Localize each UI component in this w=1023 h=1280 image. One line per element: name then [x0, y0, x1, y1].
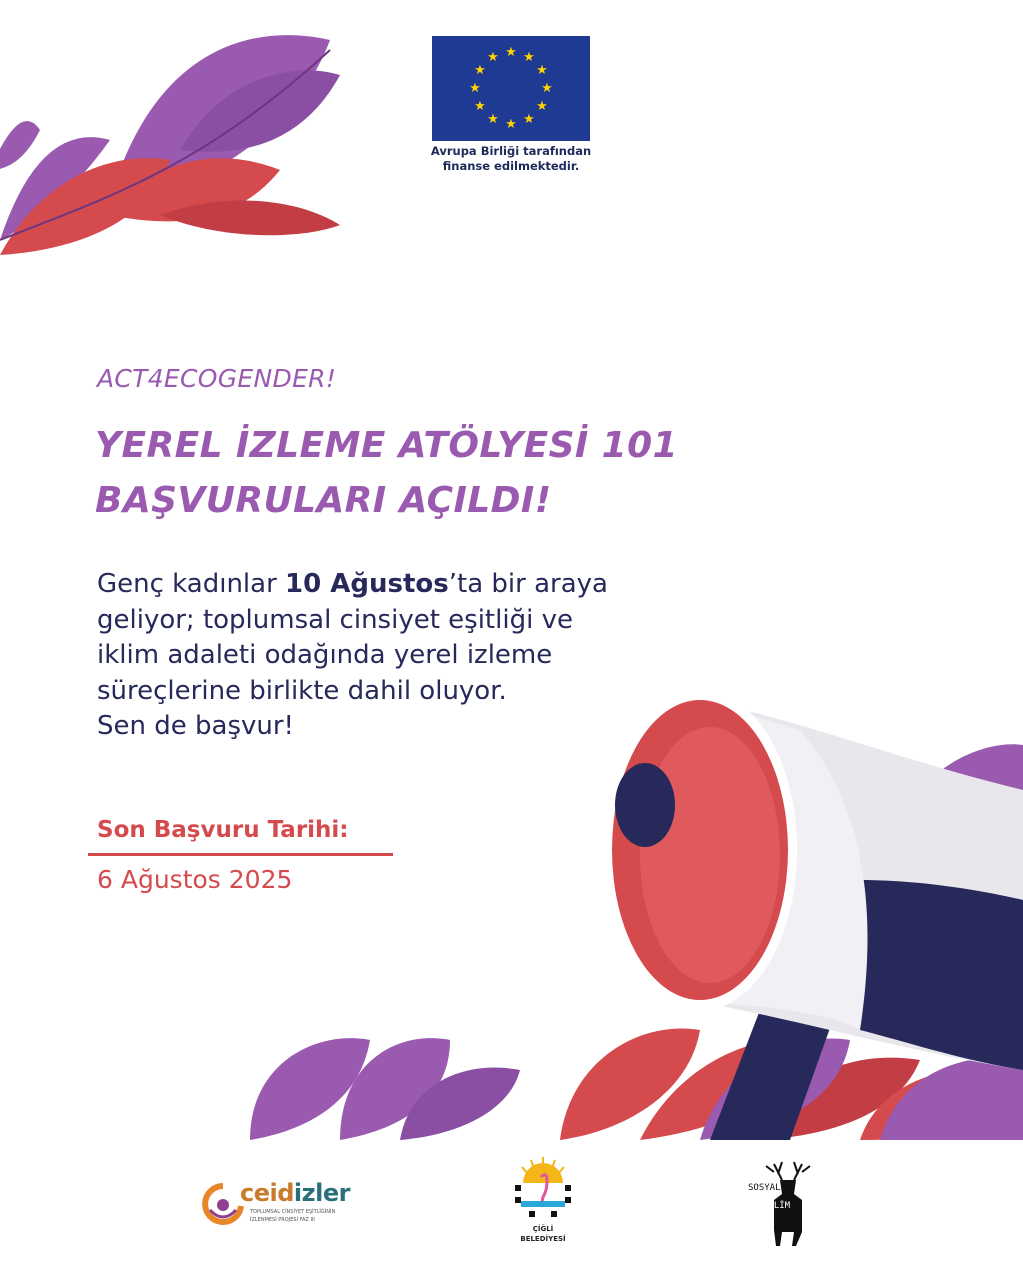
body-line5: Sen de başvur!	[97, 711, 294, 741]
eu-caption	[420, 144, 602, 174]
page-title	[95, 418, 678, 528]
eu-caption-line2: finanse edilmektedir.	[442, 159, 580, 173]
ceidizler-subtitle	[250, 1208, 340, 1224]
ceidizler-wordmark-part1: ceid	[240, 1179, 294, 1207]
svg-text:★: ★	[487, 50, 499, 65]
body-line1-end: ’ta bir araya	[448, 569, 608, 599]
sosyal-line2: İKLİM	[763, 1201, 791, 1211]
svg-text:★: ★	[541, 81, 553, 96]
cigli-belediyesi-name	[505, 1224, 581, 1244]
description-paragraph	[97, 567, 717, 745]
sosyal-line1: SOSYAL	[748, 1183, 781, 1193]
body-line2: geliyor; toplumsal cinsiyet eşitliği ve	[97, 604, 573, 635]
cigli-line2: BELEDİYESİ	[520, 1235, 566, 1243]
deadline-label: Son Başvuru Tarihi:	[97, 817, 349, 843]
ceidizler-subtitle-line1: TOPLUMSAL CİNSİYET EŞİTLİĞİNİN	[250, 1209, 336, 1215]
svg-text:★: ★	[505, 117, 517, 132]
cigli-line1: ÇİĞLİ	[532, 1225, 554, 1233]
campaign-kicker: ACT4ECOGENDER!	[97, 364, 337, 393]
svg-text:★: ★	[505, 45, 517, 60]
body-line1-start: Genç kadınlar	[97, 569, 286, 599]
svg-text:★: ★	[474, 99, 486, 114]
deadline-underline	[88, 853, 393, 856]
ceidizler-wordmark-part2: izler	[293, 1179, 350, 1207]
leaf-branch-top-icon	[0, 35, 340, 255]
cigli-belediyesi-logo-icon	[515, 1155, 571, 1221]
headline-line1: YEREL İZLEME ATÖLYESİ 101	[95, 425, 678, 466]
svg-text:★: ★	[487, 112, 499, 127]
eu-stars-icon	[432, 36, 590, 141]
sosyal-iklim-text	[748, 1183, 790, 1211]
eu-caption-line1: Avrupa Birliği tarafından	[430, 144, 592, 158]
deadline-date: 6 Ağustos 2025	[97, 865, 293, 894]
event-date-highlight: 10 Ağustos	[285, 569, 449, 599]
svg-text:★: ★	[536, 63, 548, 78]
eu-flag-logo	[432, 36, 590, 141]
body-line1	[97, 567, 717, 603]
svg-text:★: ★	[523, 50, 535, 65]
body-line4: süreçlerine birlikte dahil oluyor.	[97, 675, 507, 706]
ceidizler-wordmark	[240, 1179, 350, 1207]
body-line3: iklim adaleti odağında yerel izleme	[97, 640, 553, 670]
svg-text:★: ★	[474, 63, 486, 78]
ceidizler-subtitle-line2: İZLENMESİ PROJESİ FAZ III	[250, 1217, 315, 1223]
svg-text:★: ★	[469, 81, 481, 96]
svg-text:★: ★	[523, 112, 535, 127]
headline-line2: BAŞVURULARI AÇILDI!	[95, 480, 552, 521]
svg-text:★: ★	[536, 99, 548, 114]
